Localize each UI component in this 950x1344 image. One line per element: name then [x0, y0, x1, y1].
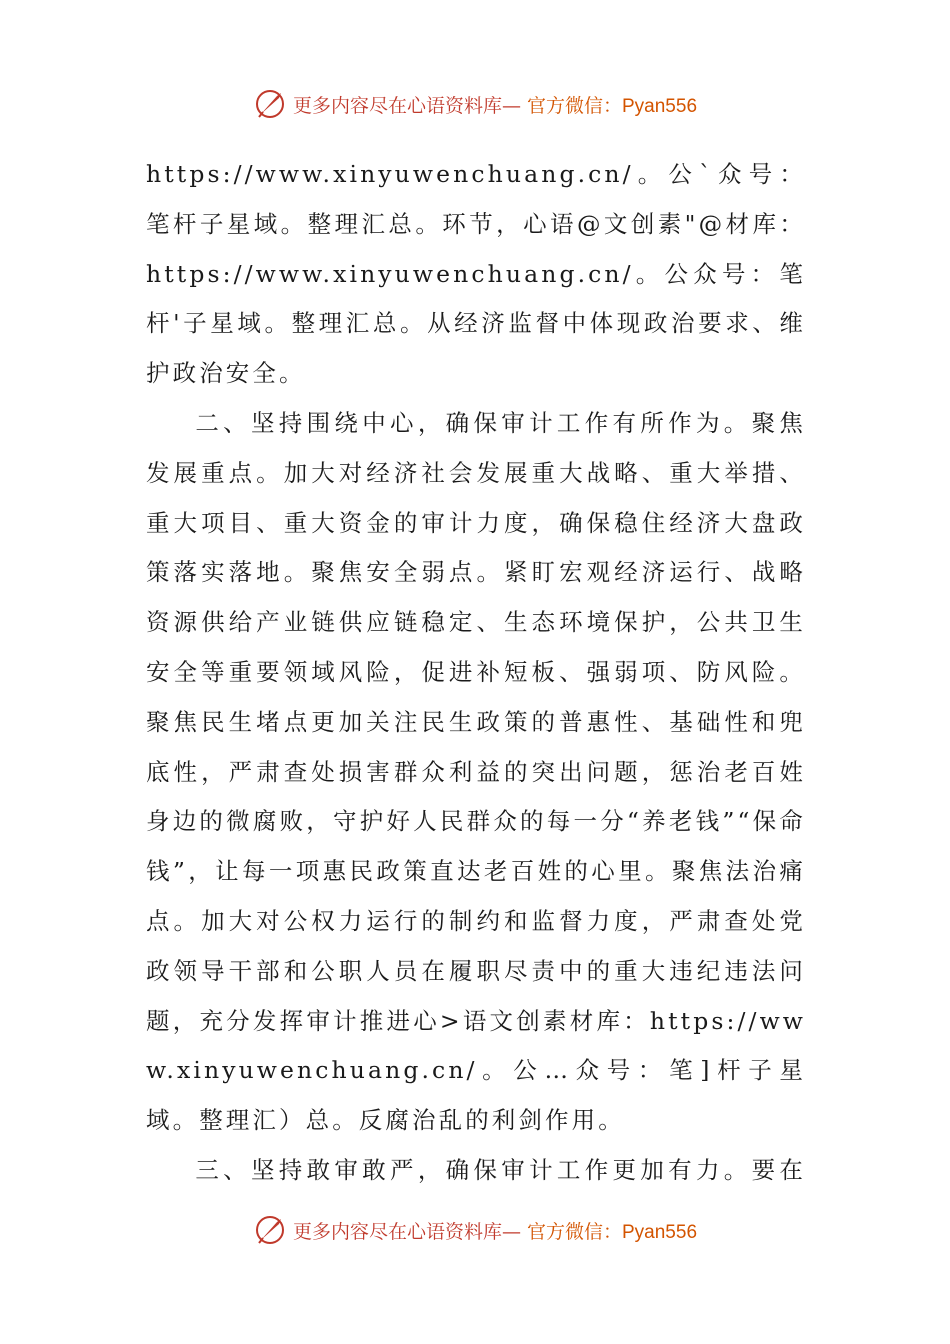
paragraph-1: https://www.xinyuwenchuang.cn/。公`众号：笔杆子星域。整理汇总。环节，心语@文创素"@材库：https://www.xinyuwenchuang.cn/。公众号：笔杆'子星域。整理汇总。从经济监督中体现政治要求、维护政治安全。: [146, 160, 806, 388]
document-body: [146, 150, 806, 1190]
banner-wechat-id: 官方微信：Pyan556: [527, 1221, 698, 1243]
quill-logo-icon: [253, 87, 287, 121]
quill-logo-icon: [253, 1213, 287, 1247]
footer-watermark-banner: [0, 1210, 950, 1250]
banner-wechat-id: 官方微信：Pyan556: [527, 95, 698, 117]
banner-slogan: 更多内容尽在心语资料库—: [292, 94, 521, 117]
header-watermark-banner: [0, 84, 950, 124]
paragraph-2: 二、坚持围绕中心，确保审计工作有所作为。聚焦发展重点。加大对经济社会发展重大战略、重大举措、重大项目、重大资金的审计力度，确保稳住经济大盘政策落实落地。聚焦安全弱点。紧盯宏观经济运行、战略资源供给产业链供应链稳定、生态环境保护，公共卫生安全等重要领域风险，促进补短板、强弱项、防风险。聚焦民生堵点更加关注民生政策的普惠性、基础性和兜底性，严肃查处损害群众利益的突出问题，惩治老百姓身边的微腐败，守护好人民群众的每一分“养老钱”“保命钱”，让每一项惠民政策直达老百姓的心里。聚焦法治痛点。加大对公权力运行的制约和监督力度，严肃查处党政领导干部和公职人员在履职尽责中的重大违纪违法问题，充分发挥审计推进心>语文创素材库：https://www.xinyuwenchuang.cn/。公…众号：笔]杆子星域。整理汇）总。反腐治乱的利剑作用。: [146, 408, 806, 1135]
banner-slogan: 更多内容尽在心语资料库—: [292, 1220, 521, 1243]
paragraph-3: 三、坚持敢审敢严，确保审计工作更加有力。要在: [195, 1155, 806, 1184]
